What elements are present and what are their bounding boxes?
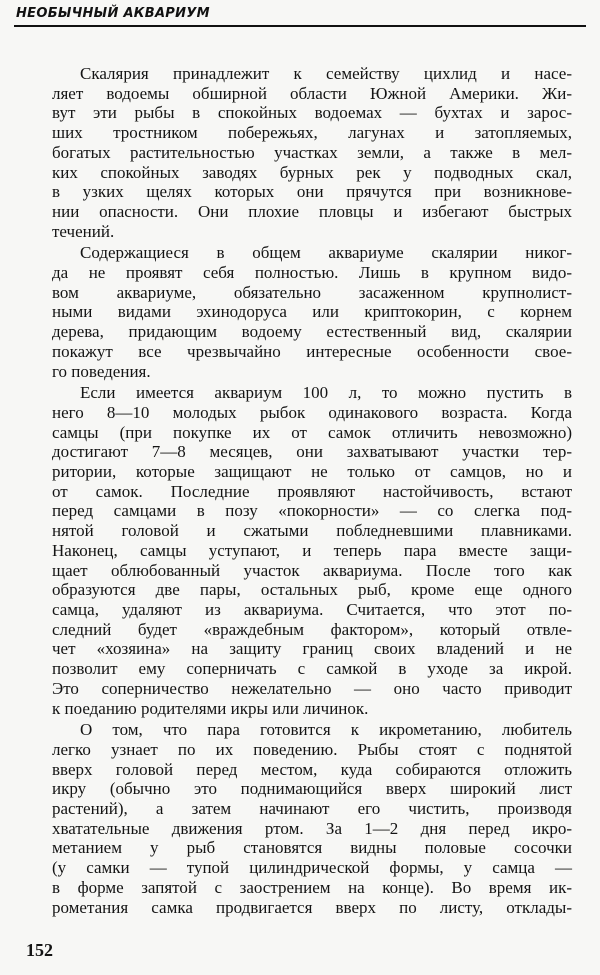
text-line: вом аквариуме, обязательно засаженном крупнолист- [52,282,572,302]
text-line: ритории, которые защищают не только от самцов, но и [52,462,572,482]
text-line: Содержащиеся в общем аквариуме скалярии никог- [80,243,572,263]
running-header [14,6,586,27]
text-line: ких спокойных заводях бурных рек у подводных скал, [52,162,572,182]
text-line: О том, что пара готовится к икрометанию, любитель [80,720,572,740]
text-line: нятой головой и сжатыми побледневшими плавниками. [52,521,572,541]
text-line: него 8—10 молодых рыбок одинакового возраста. Когда [52,402,572,422]
text-line: достигают 7—8 месяцев, они захватывают участки тер- [52,442,572,462]
paragraph [52,243,572,381]
body-text [52,64,572,917]
text-line: самцы (при покупке их от самок отличить невозможно) [52,422,572,442]
text-line: го поведения. [52,361,151,381]
text-line: вут эти рыбы в спокойных водоемах — бухтах и зарос- [52,103,572,123]
running-header-title: НЕОБЫЧНЫЙ АКВАРИУМ [16,6,210,21]
text-line: Скалярия принадлежит к семейству цихлид и насе- [80,64,572,83]
text-line: позволит ему соперничать с самкой в уходе за икрой. [52,659,572,679]
text-line: икру (обычно это поднимающийся вверх широкий лист [52,779,572,799]
text-line: богатых растительностью участках земли, а также в мел- [52,142,572,162]
text-line: Если имеется аквариум 100 л, то можно пустить в [80,383,572,403]
text-line: легко узнает по их поведению. Рыбы стоят с поднятой [52,739,572,759]
text-line: Это соперничество нежелательно — оно часто приводит [52,678,572,698]
header-rule [14,25,586,27]
text-line: ших тростником побережьях, лагунах и затопляемых, [52,123,572,143]
text-line: вверх головой перед местом, куда собираются отложить [52,759,572,779]
text-line: в узких щелях которых они прячутся при возникнове- [52,182,572,202]
text-line: рометания самка продвигается вверх по листу, отклады- [52,897,572,917]
text-line: да не проявят себя полностью. Лишь в крупном видо- [52,263,572,283]
text-line: нии опасности. Они плохие пловцы и избегают быстрых [52,201,572,221]
text-line: к поеданию родителями икры или личинок. [52,698,369,718]
text-line: в форме запятой с заострением на конце). Во время ик- [52,877,572,897]
text-line: от самок. Последние проявляют настойчивость, встают [52,481,572,501]
text-line: образуются две пары, остальных рыб, кроме еще одного [52,580,572,600]
text-line: щает облюбованный участок аквариума. После того как [52,560,572,580]
text-line: перед самцами в позу «покорности» — со слегка под- [52,501,572,521]
text-line: самца, удаляют из аквариума. Считается, что этот по- [52,599,572,619]
text-line: дерева, придающим водоему естественный вид, скалярии [52,322,572,342]
paragraph [52,720,572,917]
paragraph [52,383,572,718]
text-line: (у самки — тупой цилиндрической формы, у самца — [52,858,572,878]
text-line: хватательные движения ртом. За 1—2 дня перед икро- [52,818,572,838]
text-line: ными видами эхинодоруса или криптокорин, с корнем [52,302,572,322]
text-line: течений. [52,221,115,241]
text-line: метанием у рыб становятся видны половые сосочки [52,838,572,858]
text-line: следний будет «враждебным фактором», который отвле- [52,619,572,639]
text-line: чет «хозяина» на защиту границ своих владений и не [52,639,572,659]
text-line: растений), а затем начинают его чистить, производя [52,799,572,819]
text-line: ляет водоемы обширной области Южной Америки. Жи- [52,83,572,103]
page-number: 152 [26,940,53,960]
text-line: Наконец, самцы уступают, и теперь пара вместе защи- [52,540,572,560]
paragraph [52,64,572,241]
text-line: покажут все чрезвычайно интересные особенности свое- [52,341,572,361]
